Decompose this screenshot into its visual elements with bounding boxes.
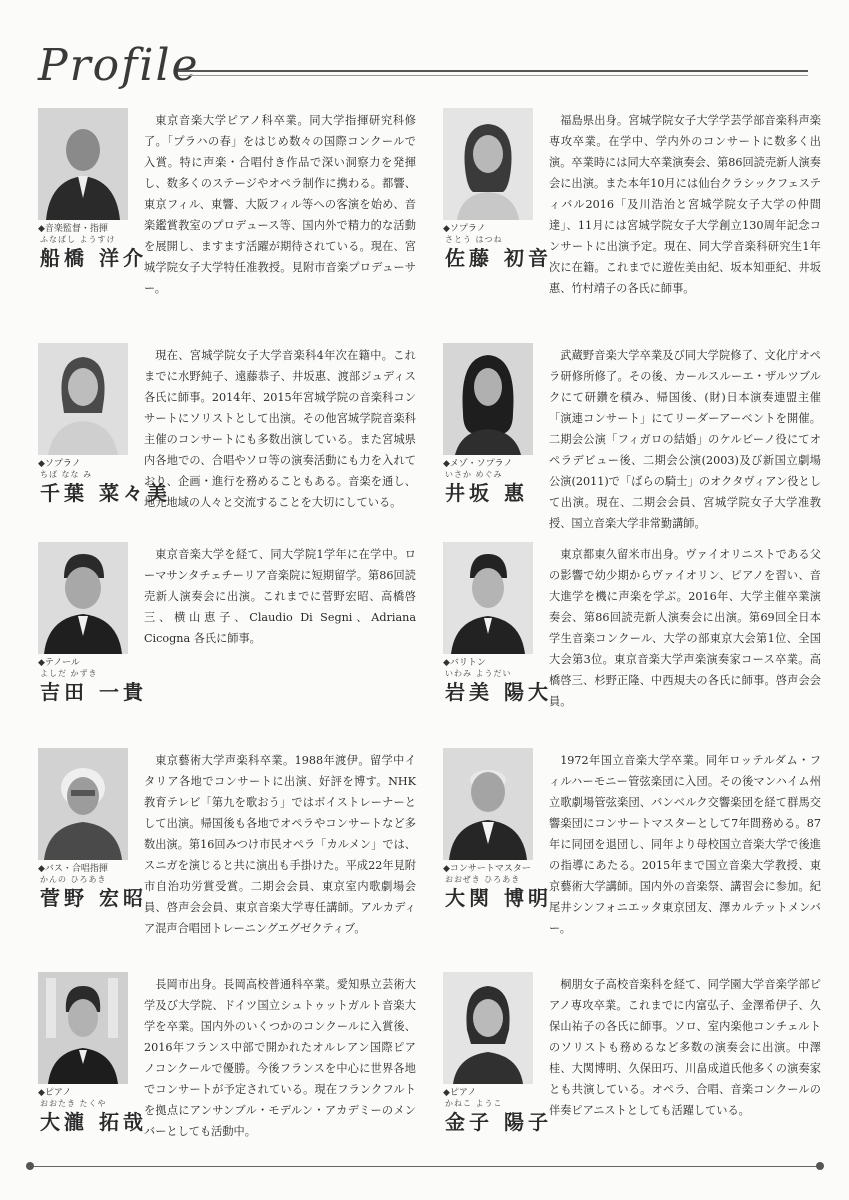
biography: 東京都東久留米市出身。ヴァイオリニストである父の影響で幼少期からヴァイオリン、ピアノを習い、音大進学を機に声楽を学ぶ。2016年、大学主催卒業演奏会、第86回読売新人演奏会に出演。第69回全日本学生音楽コンクール、大学の部東京大会第1位、全国大会第3位。東京音楽大学声楽演奏家コース卒業。高橋啓三、杉野正隆、中西規夫の各氏に師事。啓声会会員。	[549, 548, 821, 708]
biography: 東京音楽大学ピアノ科卒業。同大学指揮研究科修了。「プラハの春」をはじめ数々の国際コンクールで入賞。特に声楽・合唱付き作品で深い洞察力を発揮し、数多くのステージやオペラ制作に携わる。都響、東京フィル、東響、大阪フィル等への客演を始め、音楽鑑賞教室のプロデュース等、国内外で精力的な活動を展開し、ますます活躍が期待されている。現在、宮城学院女子大学特任准教授。見附市音楽プロデューサー。	[144, 114, 416, 295]
name-reading: さとう はつね	[445, 235, 503, 244]
person-name: 大瀧 拓哉	[40, 1110, 147, 1134]
person-name: 井坂 惠	[445, 481, 528, 505]
name-reading: かねこ ようこ	[445, 1099, 503, 1108]
name-reading: いさか めぐみ	[445, 470, 503, 479]
portrait-photo	[443, 748, 533, 860]
profile-card	[443, 542, 823, 742]
portrait-photo	[38, 108, 128, 220]
profile-card	[38, 343, 418, 543]
footer-rule	[30, 1166, 820, 1167]
biography: 1972年国立音楽大学卒業。同年ロッテルダム・フィルハーモニー管弦楽団に入団。その後マンハイム州立歌劇場管弦楽団、バンベルク交響楽団を経て群馬交響楽団にコンサートマスターとして7年間務める。87年に同団を退団し、同年より母校国立音楽大学で後進の指導にあたる。2015年まで国立音楽大学教授、東京藝術大学講師。国内外の音楽祭、講習会に参加。紀尾井シンフォニエッタ東京団友、澤カルテットメンバー。	[549, 754, 821, 935]
role-label: ◆ソプラノ	[38, 459, 81, 469]
profile-card	[443, 748, 823, 948]
person-name: 千葉 菜々美	[40, 481, 171, 505]
biography: 東京藝術大学声楽科卒業。1988年渡伊。留学中イタリア各地でコンサートに出演、好評を博す。NHK教育テレビ「第九を歌おう」ではボイストレーナーとして出演。帰国後も各地でオペラやコンサートなど多数出演。第16回みつけ市民オペラ「カルメン」では、スニガを演じると共に演出も手掛けた。平成22年見附市自治功労賞受賞。二期会会員、東京室内歌劇場会員、啓声会会員、東京音楽大学専任講師。アルカディア混声合唱団トレーニングエグゼクティブ。	[144, 754, 416, 935]
profile-card	[443, 343, 823, 543]
page-title: Profile	[38, 40, 200, 91]
role-label: ◆バリトン	[443, 658, 486, 668]
role-label: ◆ソプラノ	[443, 224, 486, 234]
header-rule	[178, 70, 808, 72]
person-name: 吉田 一貴	[40, 680, 147, 704]
portrait-photo	[38, 343, 128, 455]
portrait-photo	[38, 748, 128, 860]
portrait-photo	[443, 343, 533, 455]
role-label: ◆コンサートマスター	[443, 864, 531, 874]
name-reading: かんの ひろあき	[40, 875, 107, 884]
portrait-photo	[443, 972, 533, 1084]
person-name: 菅野 宏昭	[40, 886, 147, 910]
profile-card	[443, 108, 823, 308]
profile-card	[38, 972, 418, 1172]
profile-card	[38, 108, 418, 308]
role-label: ◆バス・合唱指揮	[38, 864, 108, 874]
profile-card	[38, 748, 418, 948]
biography: 武蔵野音楽大学卒業及び同大学院修了、文化庁オペラ研修所修了。その後、カールスルーエ・ザルツブルクにて研鑽を積み、帰国後、(財)日本演奏連盟主催「演連コンサート」にてリーダーアーベントを開催。二期会公演「フィガロの結婚」のケルビーノ役にてオペラデビュー後、二期会公演(2003)及び新国立劇場公演(2011)で「ばらの騎士」のオクタヴィアン役として出演。現在、二期会会員、宮城学院女子大学准教授、国立音楽大学非常勤講師。	[549, 349, 821, 530]
portrait-photo	[38, 972, 128, 1084]
portrait-photo	[443, 542, 533, 654]
role-label: ◆音楽監督・指揮	[38, 224, 108, 234]
person-name: 佐藤 初音	[445, 246, 552, 270]
role-label: ◆テノール	[38, 658, 80, 668]
biography: 長岡市出身。長岡高校普通科卒業。愛知県立芸術大学及び大学院、ドイツ国立シュトゥットガルト音楽大学を卒業。国内外のいくつかのコンクールに入賞後、2016年フランス中部で開かれたオルレアン国際ピアノコンクールで優勝。今後フランスを中心に世界各地でコンサートが予定されている。現在フランクフルトを拠点にアンサンブル・モデルン・アカデミーのメンバーとしても活動中。	[144, 978, 416, 1138]
footer-dot-left	[26, 1162, 34, 1170]
biography: 現在、宮城学院女子大学音楽科4年次在籍中。これまでに水野純子、遠藤恭子、井坂惠、渡部ジュディス各氏に師事。2014年、2015年宮城学院の音楽科コンサートにソリストとして出演。その他宮城学院音楽科主催のコンサートにも多数出演している。また宮城県内各地での、合唱やソロ等の演奏活動にも力を入れており、企画・進行を務めることもある。音楽を通し、地元地域の人々と交流することを大切にしている。	[144, 349, 416, 509]
name-reading: ふなばし ようすけ	[40, 235, 116, 244]
person-name: 船橋 洋介	[40, 246, 147, 270]
page-header	[38, 40, 808, 90]
person-name: 金子 陽子	[445, 1110, 552, 1134]
biography: 東京音楽大学を経て、同大学院1学年に在学中。ローマサンタチェチーリア音楽院に短期留学。第86回読売新人演奏会に出演。これまでに菅野宏昭、高橋啓三、横山恵子、Claudio Di Segni、Adriana Cicogna 各氏に師事。	[144, 548, 416, 645]
name-reading: ちば なな み	[40, 470, 93, 479]
name-reading: おおたき たくや	[40, 1099, 107, 1108]
name-reading: おおぜき ひろあき	[445, 875, 521, 884]
footer-dot-right	[816, 1162, 824, 1170]
person-name: 大関 博明	[445, 886, 552, 910]
role-label: ◆ピアノ	[38, 1088, 72, 1098]
person-name: 岩美 陽大	[445, 680, 552, 704]
portrait-photo	[38, 542, 128, 654]
name-reading: よしだ かずき	[40, 669, 98, 678]
biography: 福島県出身。宮城学院女子大学学芸学部音楽科声楽専攻卒業。在学中、学内外のコンサートに数多く出演。卒業時には同大卒業演奏会、第86回読売新人演奏会に出演。また本年10月には仙台クラシックフェスティバル2016「及川浩治と宮城学院女子大学の仲間達」、11月には宮城学院女子大学創立130周年記念コンサートに出演予定。現在、同大学音楽科研究生1年次に在籍。これまでに遊佐美由紀、坂本知亜紀、井坂惠、竹村靖子の各氏に師事。	[549, 114, 821, 295]
role-label: ◆メゾ・ソプラノ	[443, 459, 513, 469]
biography: 桐朋女子高校音楽科を経て、同学園大学音楽学部ピアノ専攻卒業。これまでに内富弘子、金澤希伊子、久保山祐子の各氏に師事。ソロ、室内楽他コンチェルトのソリストも務めるなど多数の演奏会に出演。中澤桂、大関博明、久保田巧、川畠成道氏他多くの演奏家とも共演している。オペラ、合唱、音楽コンクールの伴奏ピアニストとしても活躍している。	[549, 978, 821, 1117]
role-label: ◆ピアノ	[443, 1088, 477, 1098]
portrait-photo	[443, 108, 533, 220]
profile-card	[38, 542, 418, 742]
name-reading: いわみ ようだい	[445, 669, 512, 678]
profile-card	[443, 972, 823, 1172]
